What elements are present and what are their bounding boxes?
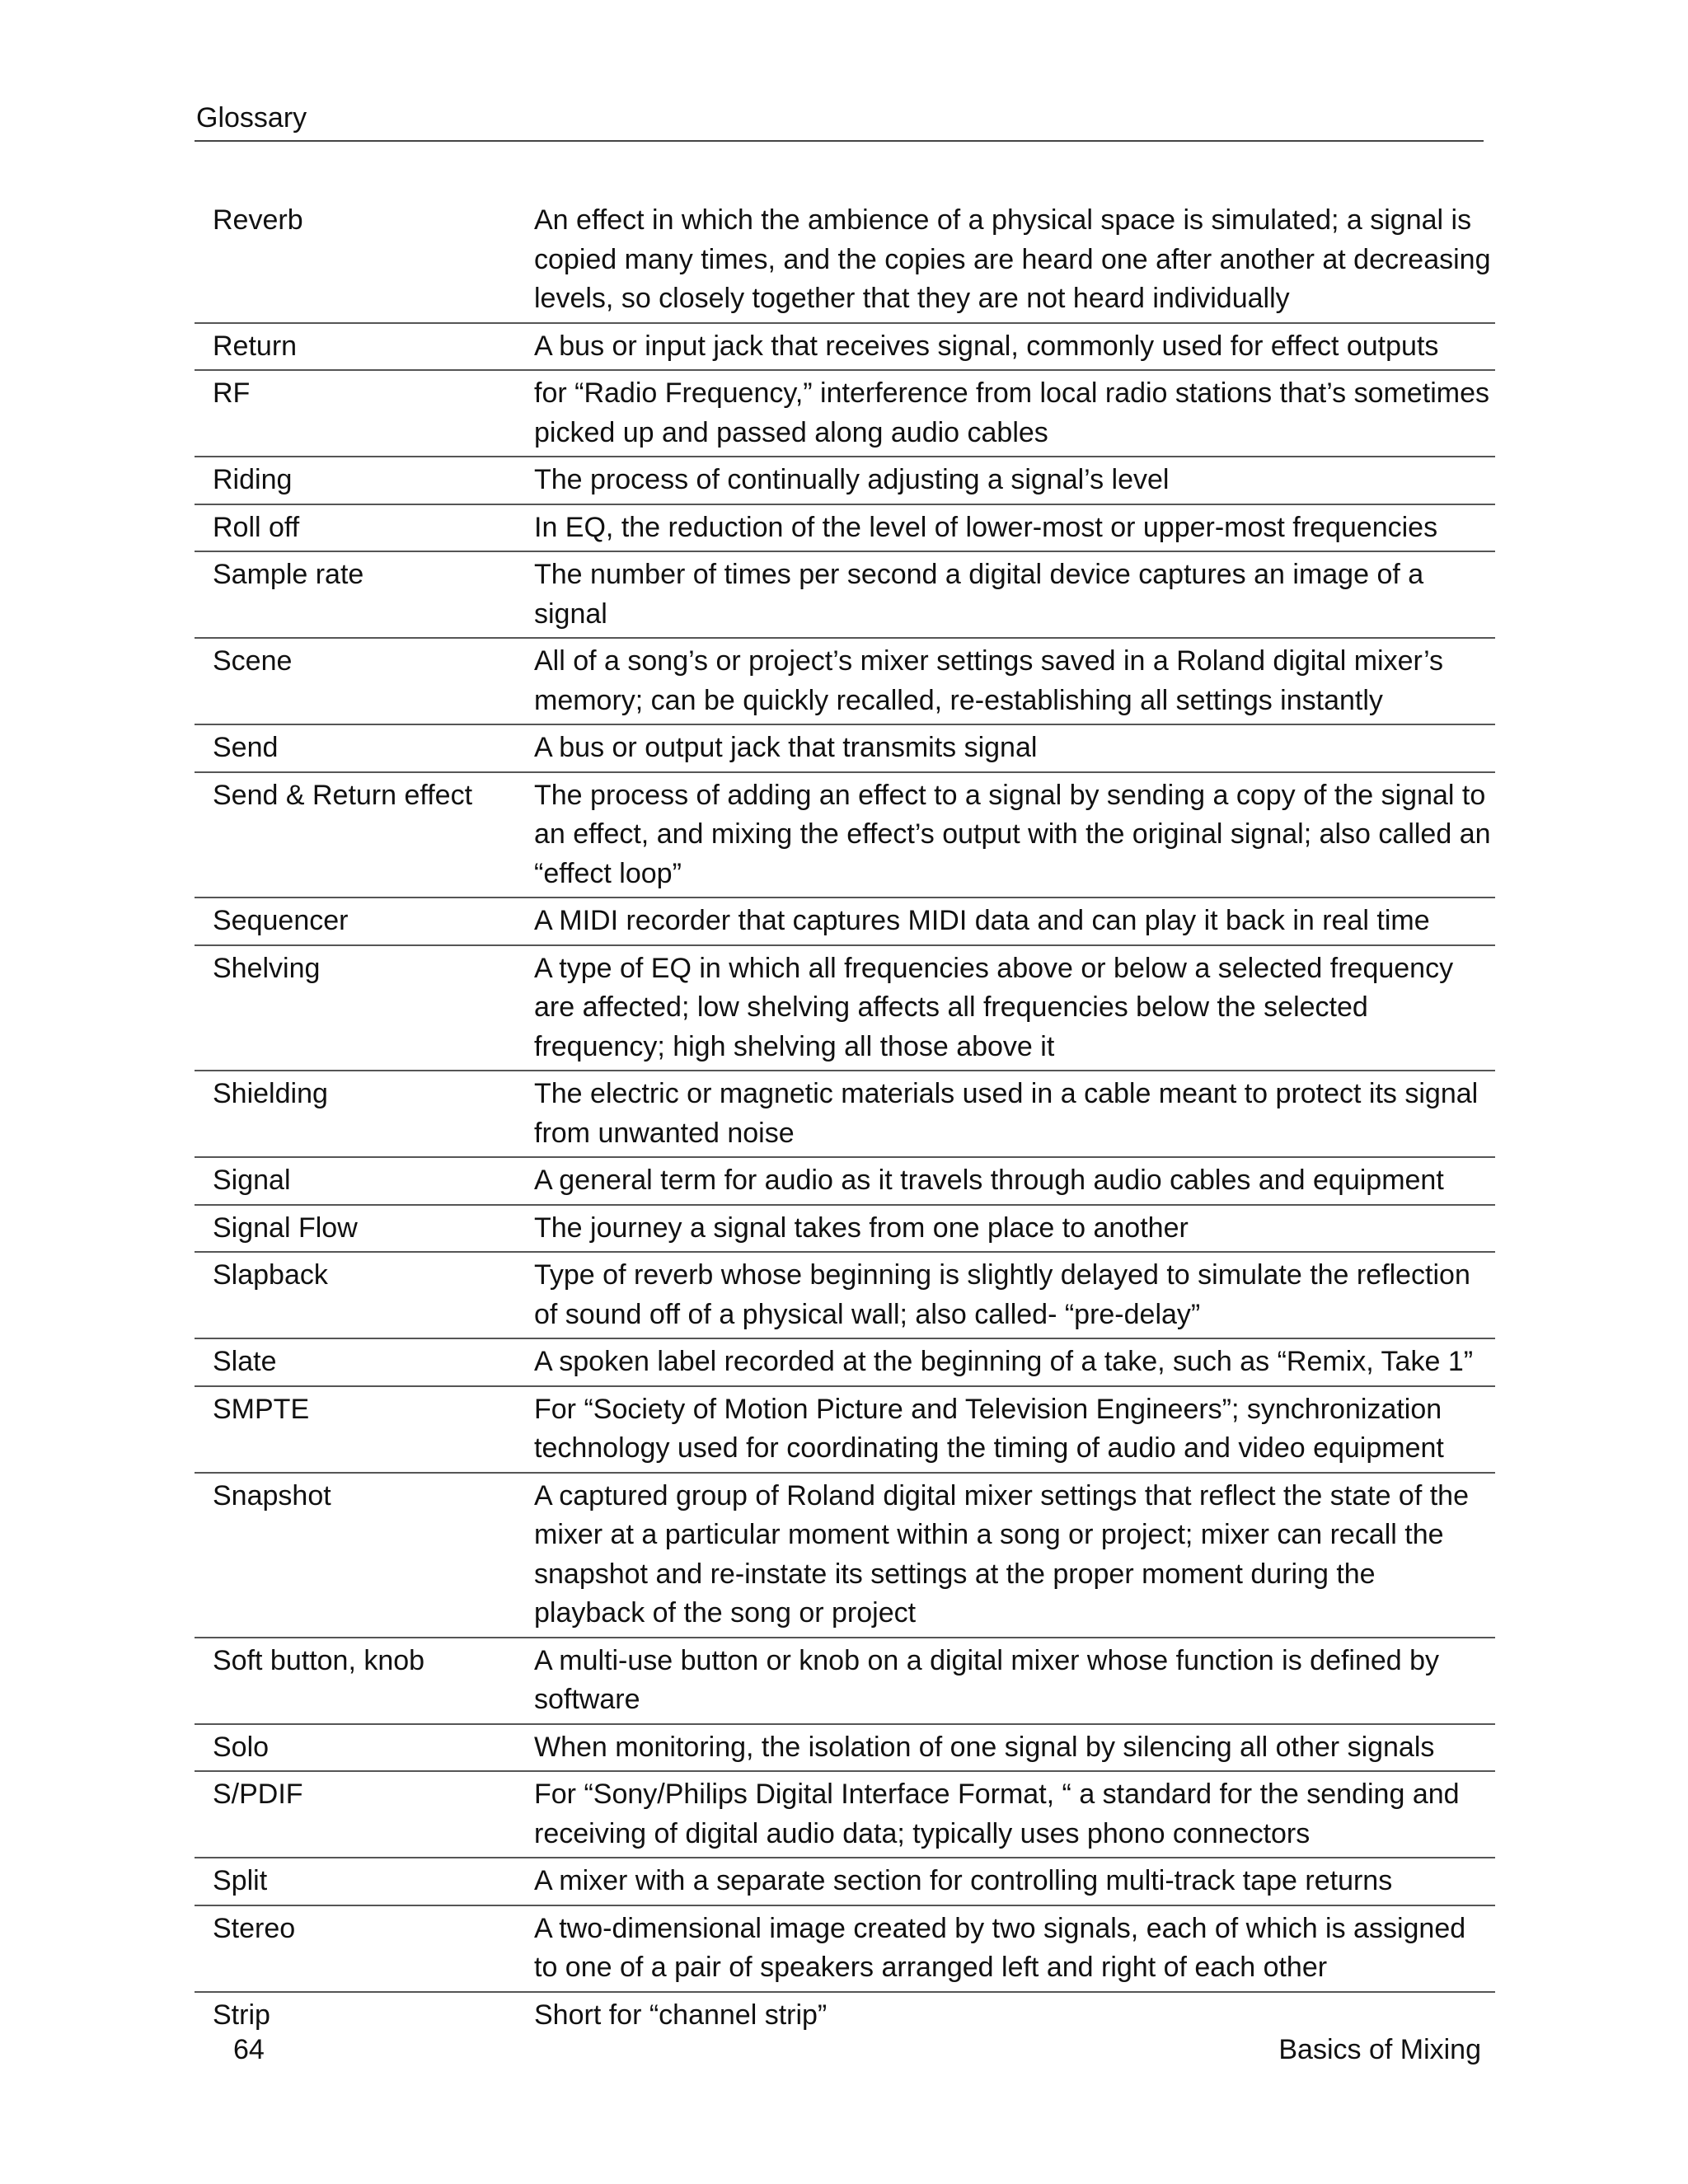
glossary-definition: In EQ, the reduction of the level of lower-most or upper-most frequencies [534, 511, 1438, 543]
glossary-row [195, 638, 1495, 724]
glossary-row [195, 1638, 1495, 1724]
glossary-row [195, 323, 1495, 371]
glossary-definition: The electric or magnetic materials used in a cable meant to protect its signal from unwanted noise [534, 1078, 1479, 1149]
glossary-definition: The journey a signal takes from one place to another [534, 1212, 1189, 1244]
glossary-definition: When monitoring, the isolation of one signal by silencing all other signals [534, 1731, 1435, 1763]
glossary-definition: A multi-use button or knob on a digital mixer whose function is defined by software [534, 1644, 1440, 1715]
section-title: Glossary [196, 102, 307, 134]
glossary-row [195, 1071, 1495, 1157]
glossary-definition: A captured group of Roland digital mixer settings that reflect the state of the mixer at a particular moment within a song or project; mixer can recall the snapshot and re-instate its settings at the proper moment during the playback of the song or project [534, 1479, 1469, 1629]
glossary-term: Soft button, knob [213, 1644, 425, 1676]
glossary-row [195, 1771, 1495, 1858]
glossary-row [195, 898, 1495, 945]
glossary-definition: A two-dimensional image created by two signals, each of which is assigned to one of a pair of speakers arranged left and right of each other [534, 1912, 1466, 1983]
page-header [195, 97, 1484, 142]
glossary-definition: Type of reverb whose beginning is slightly delayed to simulate the reflection of sound off of a physical wall; also called- “pre-delay” [534, 1259, 1470, 1330]
glossary-term: RF [213, 377, 251, 409]
glossary-term: Strip [213, 1999, 270, 2031]
glossary-definition: A bus or output jack that transmits signal [534, 732, 1038, 763]
glossary-term: Signal [213, 1165, 291, 1196]
book-title: Basics of Mixing [1278, 2034, 1481, 2065]
glossary-definition: A bus or input jack that receives signal, commonly used for effect outputs [534, 330, 1439, 362]
glossary-row [195, 1252, 1495, 1338]
glossary-term: Shelving [213, 952, 321, 984]
glossary-definition: An effect in which the ambience of a physical space is simulated; a signal is copied many times, and the copies are heard one after another at decreasing levels, so closely together that they are not heard individually [534, 204, 1491, 314]
glossary-definition: For “Society of Motion Picture and Television Engineers”; synchronization technology used for coordinating the timing of audio and video equipment [534, 1393, 1444, 1464]
glossary-term: Scene [213, 645, 293, 677]
glossary-definition: For “Sony/Philips Digital Interface Format, “ a standard for the sending and receiving of digital audio data; typically uses phono connectors [534, 1779, 1460, 1849]
glossary-term: Send [213, 732, 279, 763]
glossary-row [195, 551, 1495, 638]
glossary-row [195, 1992, 1495, 2039]
glossary-term: Send & Return effect [213, 779, 473, 811]
glossary-definition: The number of times per second a digital device captures an image of a signal [534, 559, 1424, 630]
glossary-row [195, 1157, 1495, 1205]
glossary-term: Signal Flow [213, 1212, 358, 1244]
glossary-term: Solo [213, 1731, 270, 1763]
glossary-row [195, 198, 1495, 323]
glossary-row [195, 724, 1495, 772]
glossary-term: Split [213, 1865, 268, 1896]
glossary-definition: Short for “channel strip” [534, 1999, 828, 2031]
glossary-term: Reverb [213, 204, 303, 236]
glossary-row [195, 772, 1495, 898]
glossary-row [195, 504, 1495, 552]
glossary-term: Shielding [213, 1078, 328, 1109]
glossary-definition: for “Radio Frequency,” interference from local radio stations that’s sometimes picked up and passed along audio cables [534, 377, 1490, 448]
glossary-body [195, 198, 1495, 2038]
glossary-definition: A type of EQ in which all frequencies above or below a selected frequency are affected; low shelving affects all frequencies below the selected frequency; high shelving all those above it [534, 952, 1454, 1062]
glossary-row [195, 1724, 1495, 1772]
glossary-row [195, 945, 1495, 1071]
glossary-row [195, 457, 1495, 504]
glossary-term: Slate [213, 1346, 277, 1377]
page-number: 64 [233, 2034, 265, 2065]
glossary-term: Roll off [213, 511, 300, 543]
glossary-definition: A general term for audio as it travels through audio cables and equipment [534, 1165, 1444, 1196]
glossary-term: Sample rate [213, 559, 364, 590]
glossary-definition: A MIDI recorder that captures MIDI data and can play it back in real time [534, 905, 1430, 936]
glossary-term: S/PDIF [213, 1779, 303, 1810]
glossary-term: Slapback [213, 1259, 328, 1291]
glossary-term: SMPTE [213, 1393, 310, 1425]
glossary-row [195, 1905, 1495, 1992]
glossary-term: Return [213, 330, 298, 362]
glossary-definition: A mixer with a separate section for controlling multi-track tape returns [534, 1865, 1393, 1896]
glossary-row [195, 1205, 1495, 1253]
glossary-row [195, 370, 1495, 457]
glossary-term: Stereo [213, 1912, 296, 1944]
glossary-row [195, 1338, 1495, 1386]
glossary-definition: The process of continually adjusting a signal’s level [534, 464, 1170, 495]
glossary-definition: A spoken label recorded at the beginning of a take, such as “Remix, Take 1” [534, 1346, 1474, 1377]
glossary-term: Snapshot [213, 1479, 331, 1511]
glossary-definition: The process of adding an effect to a signal by sending a copy of the signal to an effect, and mixing the effect’s output with the original signal; also called an “effect loop” [534, 779, 1491, 889]
glossary-row [195, 1473, 1495, 1638]
glossary-term: Sequencer [213, 905, 349, 936]
glossary-table [195, 198, 1495, 2038]
glossary-row [195, 1858, 1495, 1905]
glossary-definition: All of a song’s or project’s mixer settings saved in a Roland digital mixer’s memory; can be quickly recalled, re-establishing all settings instantly [534, 645, 1444, 716]
glossary-term: Riding [213, 464, 293, 495]
glossary-row [195, 1386, 1495, 1473]
